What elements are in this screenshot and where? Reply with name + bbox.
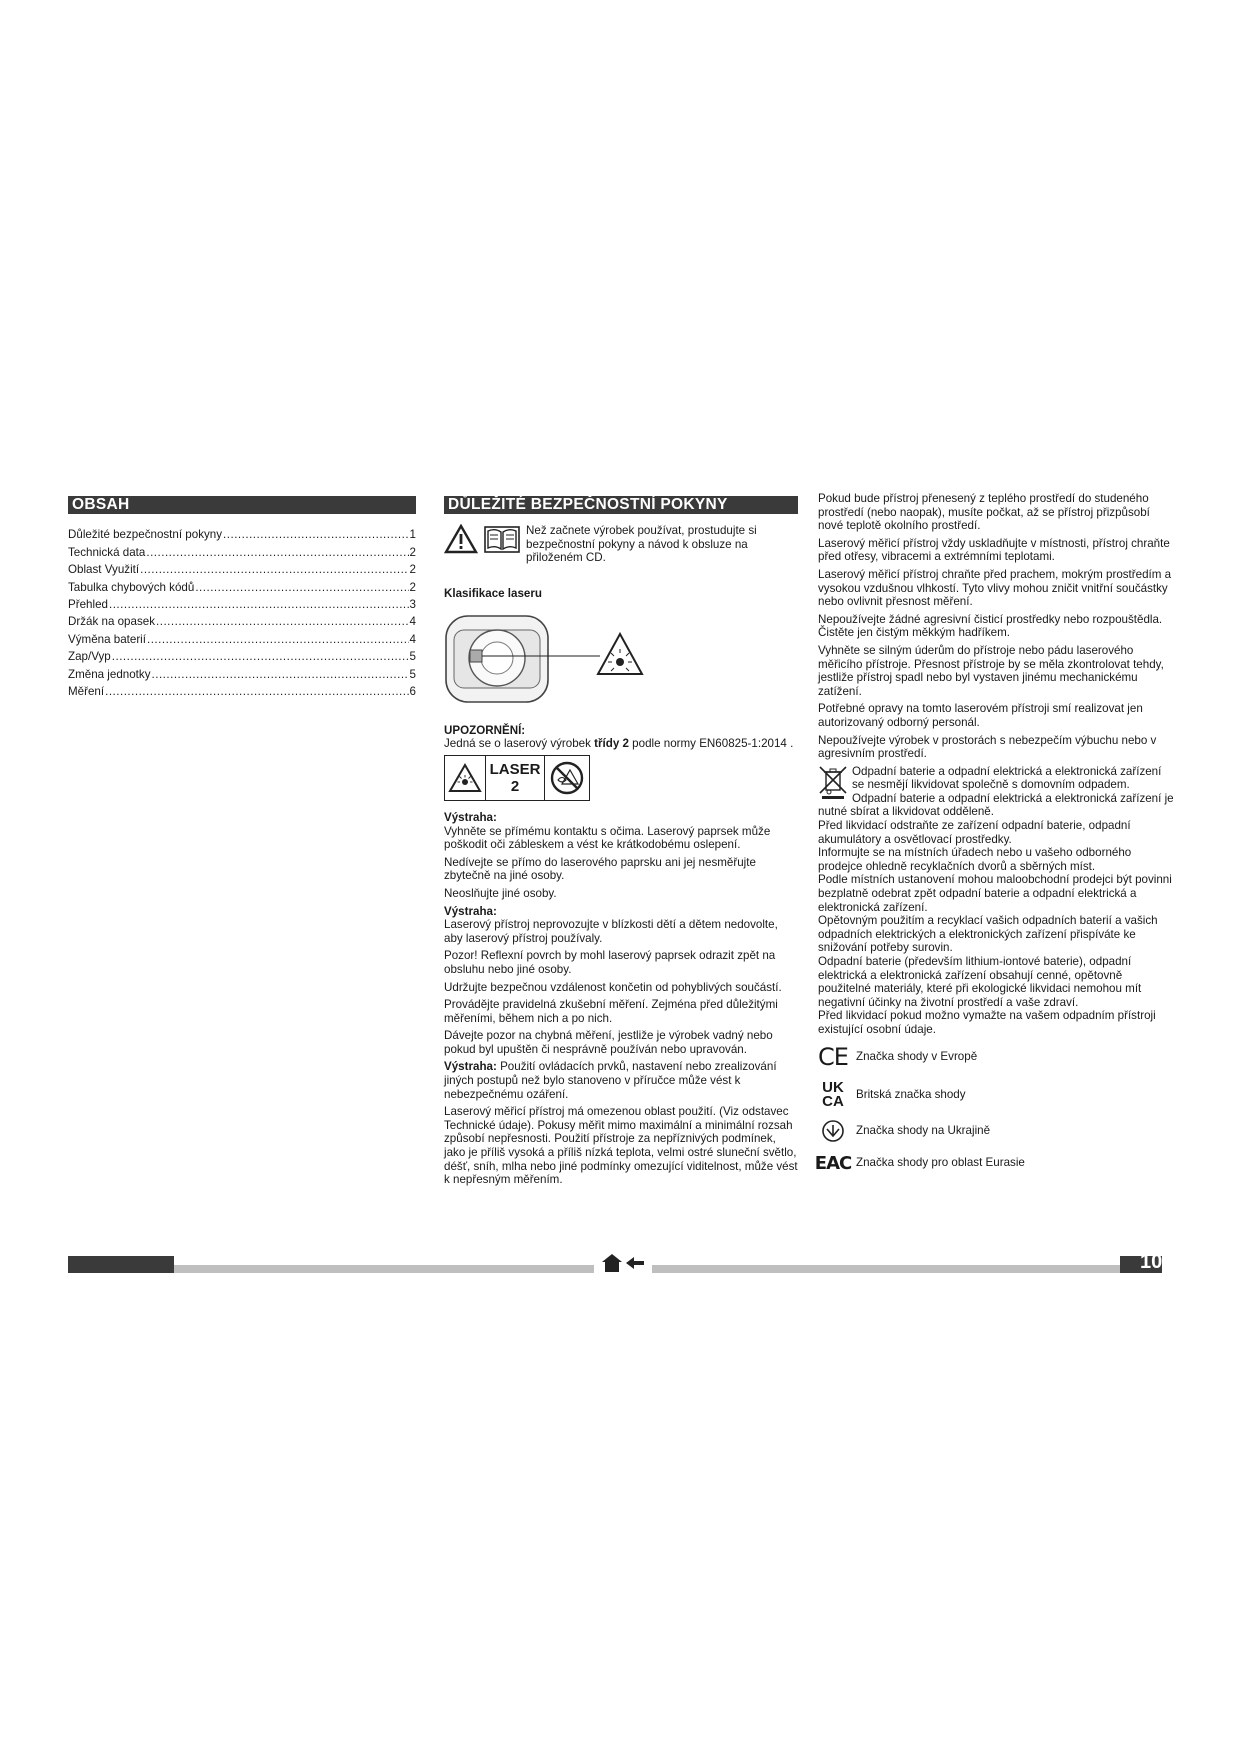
toc-item[interactable] <box>68 663 416 680</box>
crossed-bin-icon <box>818 765 848 799</box>
footer-line-right <box>652 1265 1120 1273</box>
ce-icon: CE <box>818 1042 848 1071</box>
safety-paragraph: Vyhněte se přímému kontaktu s očima. Laserový paprsek může poškodit oči zábleskem a vést ke krátkodobému oslepení. <box>444 824 771 852</box>
toc-leader-dots <box>152 668 409 681</box>
safety-paragraph: Laserový měřicí přístroj má omezenou oblast použití. (Viz odstavec Technické údaje). Pokusy měřit mimo maximální a minimální rozsah způsobí nepřesnosti. Použití přístroje za nepříznivých podmínek, jako je příliš vysoká a příliš nízká teplota, velmi ostré sluneční světlo, déšť, sníh, mlha nebo jiné podmínky omezující viditelnost, může vést k nepřesným měřením. <box>444 1105 798 1187</box>
right-paragraph: Opětovným použitím a recyklací vašich odpadních baterií a vašich odpadních elektrických a elektronických zařízení přispíváte ke snižování potřeby surovin. <box>818 914 1158 955</box>
safety-paragraph: Dávejte pozor na chybná měření, jestliže je výrobek vadný nebo pokud byl upuštěn či nesprávně používán nebo upravován. <box>444 1029 773 1056</box>
right-paragraph: Nepoužívejte žádné agresivní čisticí prostředky nebo rozpouštědla. Čistěte jen čistým měkkým hadříkem. <box>818 612 1163 640</box>
no-staring-icon <box>545 756 589 800</box>
toc-item-title: Tabulka chybových kódů <box>68 580 195 594</box>
toc-item[interactable] <box>68 681 416 698</box>
toc-item-title: Změna jednotky <box>68 667 151 681</box>
toc-item-title: Držák na opasek <box>68 615 155 629</box>
safety-intro <box>444 524 798 569</box>
toc-leader-dots <box>146 546 408 559</box>
toc-item-title: Technická data <box>68 545 146 559</box>
toc-item-page: 1 <box>409 528 416 542</box>
right-paragraph: Podle místních ustanovení mohou maloobchodní prodejci být povinni bezplatně odebrat zpět odpadní baterie a odpadní elektrická a elektronická zařízení. <box>818 873 1172 914</box>
toc-item-page: 5 <box>409 650 416 664</box>
toc-leader-dots <box>156 615 409 628</box>
laser-classification-title: Klasifikace laseru <box>444 586 542 600</box>
toc-item[interactable] <box>68 628 416 645</box>
ce-mark-label: Značka shody v Evropě <box>856 1049 978 1063</box>
manual-book-icon <box>484 524 520 554</box>
toc-item-title: Výměna baterií <box>68 632 146 646</box>
right-paragraph: Pokud bude přístroj přenesený z teplého prostředí do studeného prostředí (nebo naopak), musíte počkat, až se přístroj přizpůsobí nové teplotě okolního prostředí. <box>818 492 1150 533</box>
toc-item-page: 2 <box>409 580 416 594</box>
toc-item-page: 4 <box>409 615 416 629</box>
toc-item[interactable] <box>68 541 416 558</box>
right-paragraph: Vyhněte se silným úderům do přístroje nebo pádu laserového měřicího přístroje. Přesnost přístroje by se měla zkontrolovat tehdy, jestliže přístroj spadl nebo byl vystaven jinému mechanickému zatížení. <box>818 643 1164 698</box>
notice-title: UPOZORNĚNÍ: <box>444 723 526 737</box>
safety-paragraph: Nedívejte se přímo do laserového paprsku ani jej nesměřujte zbytečně na jiné osoby. <box>444 855 756 883</box>
toc-leader-dots <box>112 650 409 663</box>
safety-intro-text: Než začnete výrobek používat, prostudujte si bezpečnostní pokyny a návod k obsluze na přiloženém CD. <box>526 524 757 565</box>
right-paragraph: Před likvidací pokud možno vymažte na vašem odpadním přístroji existující osobní údaje. <box>818 1009 1156 1036</box>
weee-notice <box>818 765 1174 819</box>
weee-text: Odpadní baterie a odpadní elektrická a elektronická zařízení se nesmějí likvidovat společně s domovním odpadem. Odpadní baterie a odpadní elektrická a elektronická zařízení je nutné sbírat a likvidovat odděleně. <box>818 764 1174 819</box>
toc-item[interactable] <box>68 559 416 576</box>
ukca-icon: UK CA <box>822 1078 844 1110</box>
toc-list <box>68 524 416 698</box>
right-paragraph: Laserový měřicí přístroj chraňte před prachem, mokrým prostředím a vysokou vzdušnou vlhkostí. Tyto vlivy mohou zničit vnitřní součástky nebo ovlivnit přesnost měření. <box>818 567 1172 609</box>
toc-item[interactable] <box>68 524 416 541</box>
toc-item-title: Důležité bezpečnostní pokyny <box>68 528 223 542</box>
safety-paragraph: Výstraha: Použití ovládacích prvků, nastavení nebo zrealizování jiných postupů než bylo stanoveno v příručce může vést k nebezpečnému ozáření. <box>444 1060 777 1101</box>
toc-item-title: Oblast Využití <box>68 563 140 577</box>
safety-column <box>444 496 798 1191</box>
toc-leader-dots <box>223 528 409 541</box>
notice-text: Jedná se o laserový výrobek třídy 2 podle normy EN60825-1:2014 . <box>444 737 794 751</box>
toc-item-page: 2 <box>409 545 416 559</box>
home-back-button[interactable] <box>602 1253 646 1273</box>
laser-warning-icon <box>445 756 486 800</box>
safety-header: DŮLEŽITÉ BEZPEČNOSTNÍ POKYNY <box>444 496 798 514</box>
page-number: 10 <box>1140 1251 1163 1273</box>
ukca-mark-row <box>818 1078 1174 1110</box>
right-paragraph: Potřebné opravy na tomto laserovém přístroji smí realizovat jen autorizovaný odborný personál. <box>818 702 1143 729</box>
laser-label-text: LASER 2 <box>489 760 541 795</box>
toc-column <box>68 496 416 698</box>
home-icon <box>602 1254 622 1272</box>
safety-paragraph: Pozor! Reflexní povrch by mohl laserový paprsek odrazit zpět na obsluhu nebo jiné osoby. <box>444 949 776 976</box>
toc-item[interactable] <box>68 576 416 593</box>
toc-item-page: 6 <box>409 684 416 698</box>
ua-mark-label: Značka shody na Ukrajině <box>856 1123 991 1137</box>
toc-item-title: Zap/Vyp <box>68 650 111 664</box>
toc-item[interactable] <box>68 611 416 628</box>
toc-item-title: Měření <box>68 684 105 698</box>
safety-paragraph: Provádějte pravidelná zkušební měření. Zejména před důležitými měřeními, během nich a po nich. <box>444 998 778 1025</box>
right-paragraph: Informujte se na místních úřadech nebo u vašeho odborného prodejce ohledně recyklačních dvorů a sběrných míst. <box>818 846 1132 873</box>
warning-1-title: Výstraha: <box>444 810 497 824</box>
right-paragraph: Laserový měřicí přístroj vždy uskladňujte v místnosti, přístroj chraňte před otřesy, vibracemi a extrémními teplotami. <box>818 536 1170 564</box>
toc-leader-dots <box>195 581 408 594</box>
right-column <box>814 492 1174 1184</box>
toc-leader-dots <box>140 563 408 576</box>
right-paragraph: Odpadní baterie (především lithium-iontové baterie), odpadní elektrická a elektronická zařízení obsahují cenné, opětovně použitelné materiály, které při ekologické likvidaci nemohou mít negativní účinky na životní prostředí a vaše zdraví. <box>818 955 1142 1009</box>
toc-leader-dots <box>105 685 408 698</box>
ukca-mark-label: Britská značka shody <box>856 1087 966 1101</box>
safety-paragraph: Neoslňujte jiné osoby. <box>444 886 557 900</box>
footer-bar-left <box>68 1256 174 1273</box>
back-arrow-icon <box>626 1257 644 1269</box>
eac-icon: EAC <box>814 1152 852 1174</box>
toc-leader-dots <box>147 633 409 646</box>
toc-item[interactable] <box>68 594 416 611</box>
toc-item-page: 4 <box>409 632 416 646</box>
warning-triangle-icon <box>444 524 478 554</box>
laser-device-illustration <box>444 610 654 710</box>
toc-item-page: 5 <box>409 667 416 681</box>
safety-paragraph: Laserový přístroj neprovozujte v blízkosti dětí a dětem nedovolte, aby laserový přístroj používaly. <box>444 918 778 945</box>
safety-paragraph: Udržujte bezpečnou vzdálenost končetin od pohyblivých součástí. <box>444 980 782 994</box>
laser-class-label <box>444 755 590 801</box>
eac-mark-row <box>814 1152 1174 1174</box>
warning-2-title: Výstraha: <box>444 904 497 918</box>
toc-item-page: 2 <box>409 563 416 577</box>
right-paragraph: Nepoužívejte výrobek v prostorách s nebezpečím výbuchu nebo v agresivním prostředí. <box>818 733 1157 761</box>
toc-leader-dots <box>109 598 409 611</box>
footer-line-left <box>174 1265 594 1273</box>
right-paragraph: Před likvidací odstraňte ze zařízení odpadní baterie, odpadní akumulátory a osvětlovací prostředky. <box>818 819 1131 846</box>
ua-conformity-icon <box>818 1119 848 1143</box>
toc-item[interactable] <box>68 646 416 663</box>
ua-mark-row <box>818 1119 1174 1143</box>
laser-device-icon <box>444 610 654 710</box>
eac-mark-label: Značka shody pro oblast Eurasie <box>856 1156 1025 1170</box>
ce-mark-row <box>818 1043 1174 1071</box>
toc-item-page: 3 <box>409 597 416 611</box>
toc-header: OBSAH <box>68 496 416 514</box>
toc-item-title: Přehled <box>68 597 108 611</box>
